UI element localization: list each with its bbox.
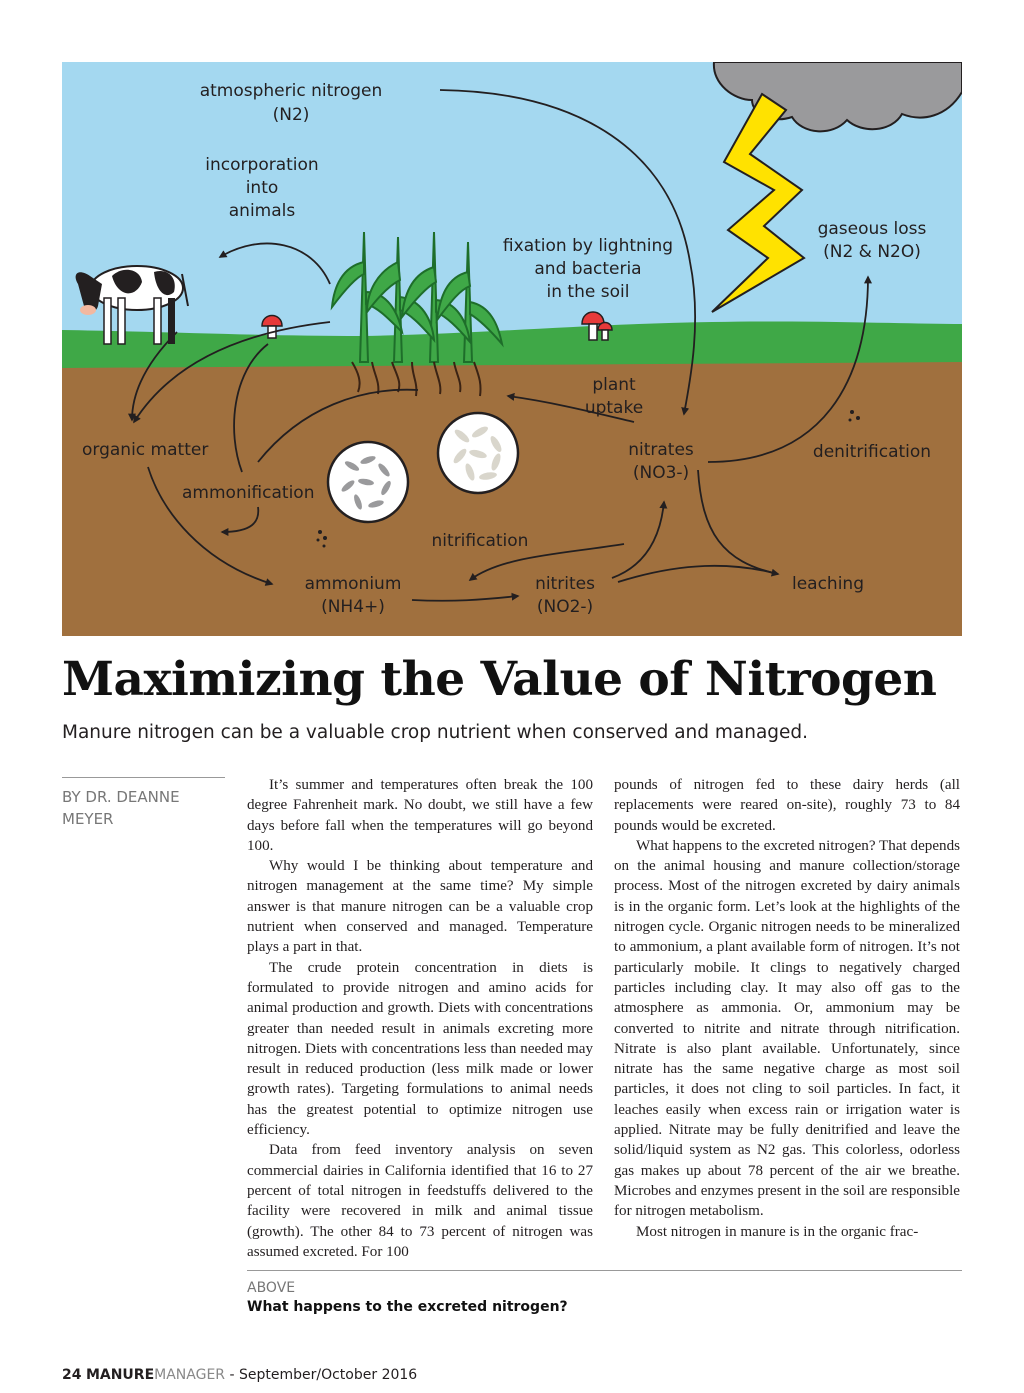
paragraph: pounds of nitrogen fed to these dairy herds (all replacements were reared on-site), roughly 73 to 84 pounds would be excreted. [614, 777, 960, 834]
label-no3: (NO3-) [632, 463, 690, 483]
label-uptake: uptake [584, 398, 644, 418]
article-subtitle: Manure nitrogen can be a valuable crop nutrient when conserved and managed. [62, 722, 809, 743]
caption-label: ABOVE [247, 1280, 296, 1296]
label-denitrification: denitrification [812, 442, 932, 462]
label-animals: animals [228, 201, 296, 221]
article-title: Maximizing the Value of Nitrogen [62, 652, 937, 707]
paragraph: It’s summer and temperatures often break the 100 degree Fahrenheit mark. No doubt, we still have a few days before fall when the temperatures will go beyond 100. [247, 777, 593, 854]
label-incorporation: incorporation [205, 155, 319, 175]
page-number: 24 [62, 1367, 82, 1383]
article-column-2 [614, 775, 960, 1242]
label-ammonification: ammonification [182, 483, 315, 503]
label-in-the-soil: in the soil [546, 282, 630, 302]
paragraph: Most nitrogen in manure is in the organic frac- [636, 1223, 919, 1240]
label-nitrification: nitrification [431, 531, 529, 551]
issue-date: - September/October 2016 [229, 1367, 418, 1383]
label-into: into [245, 178, 279, 198]
label-no2: (NO2-) [536, 597, 594, 617]
bacteria-circle-left [328, 442, 408, 522]
caption-divider [247, 1270, 962, 1271]
article-column-1 [247, 775, 593, 1262]
brand-manager: MANAGER [154, 1367, 226, 1383]
paragraph: What happens to the excreted nitrogen? That depends on the animal housing and manure collection/storage process. Most of the nitrogen excreted by dairy animals is in the organic form. Let’s look at the highlights of the nitrogen cycle. Organic nitrogen needs to be mineralized to ammonium, a plant available form of nitrogen. It’s not particularly mobile. It clings to negatively charged particles including clay. It may also off gas to the atmosphere as ammonia. Or, ammonium may be converted to nitrite and nitrate through nitrification. Nitrate is also plant available. Unfortunately, since nitrate has the same negative charge as most soil particles, it does not cling to soil particles. In fact, it leaches easily when excess rain or irrigation water is applied. Nitrate may be fully denitrified and leave the solid/liquid system as N2 gas. This colorless, odorless gas makes up about 78 percent of the air we breathe. Microbes and enzymes present in the soil are responsible for nitrogen metabolism. [614, 837, 960, 1220]
label-atmospheric-nitrogen: atmospheric nitrogen [199, 81, 383, 101]
label-organic-matter: organic matter [82, 440, 209, 460]
label-ammonium: ammonium [304, 574, 402, 594]
label-nitrites: nitrites [535, 574, 595, 594]
label-plant: plant [592, 375, 636, 395]
byline-divider [62, 777, 225, 778]
label-gaseous-loss: gaseous loss [817, 219, 927, 239]
byline: BY DR. DEANNE MEYER [62, 788, 180, 828]
page-footer [62, 1367, 417, 1383]
nitrogen-cycle-diagram [62, 62, 962, 636]
label-nitrates: nitrates [628, 440, 694, 460]
label-and-bacteria: and bacteria [534, 259, 642, 279]
label-fixation: fixation by lightning [502, 236, 674, 256]
label-n2-n2o: (N2 & N2O) [823, 242, 921, 262]
bacteria-circle-right [438, 413, 518, 493]
label-n2: (N2) [272, 105, 310, 125]
caption-text: What happens to the excreted nitrogen? [247, 1299, 568, 1315]
label-leaching: leaching [791, 574, 865, 594]
paragraph: Why would I be thinking about temperature and nitrogen management at the same time? My simple answer is that manure nitrogen can be a valuable crop nutrient when conserved and managed. Temperature plays a part in that. [247, 858, 593, 956]
paragraph: Data from feed inventory analysis on seven commercial dairies in California identified that 16 to 27 percent of total nitrogen in feedstuffs delivered to the facility were recovered in milk and animal tissue (growth). The other 84 to 73 percent of nitrogen was assumed excreted. For 100 [247, 1142, 593, 1260]
brand-manure: MANURE [85, 1367, 155, 1383]
paragraph: The crude protein concentration in diets is formulated to provide nitrogen and amino acids for animal production and growth. Diets with concentrations greater than needed result in animals excreting more nitrogen. Diets with concentrations less than needed may result in reduced production (less milk made or lower growth rates). Targeting formulations to animal needs has the greatest potential to optimize nitrogen use efficiency. [247, 959, 593, 1139]
label-nh4: (NH4+) [321, 597, 385, 617]
